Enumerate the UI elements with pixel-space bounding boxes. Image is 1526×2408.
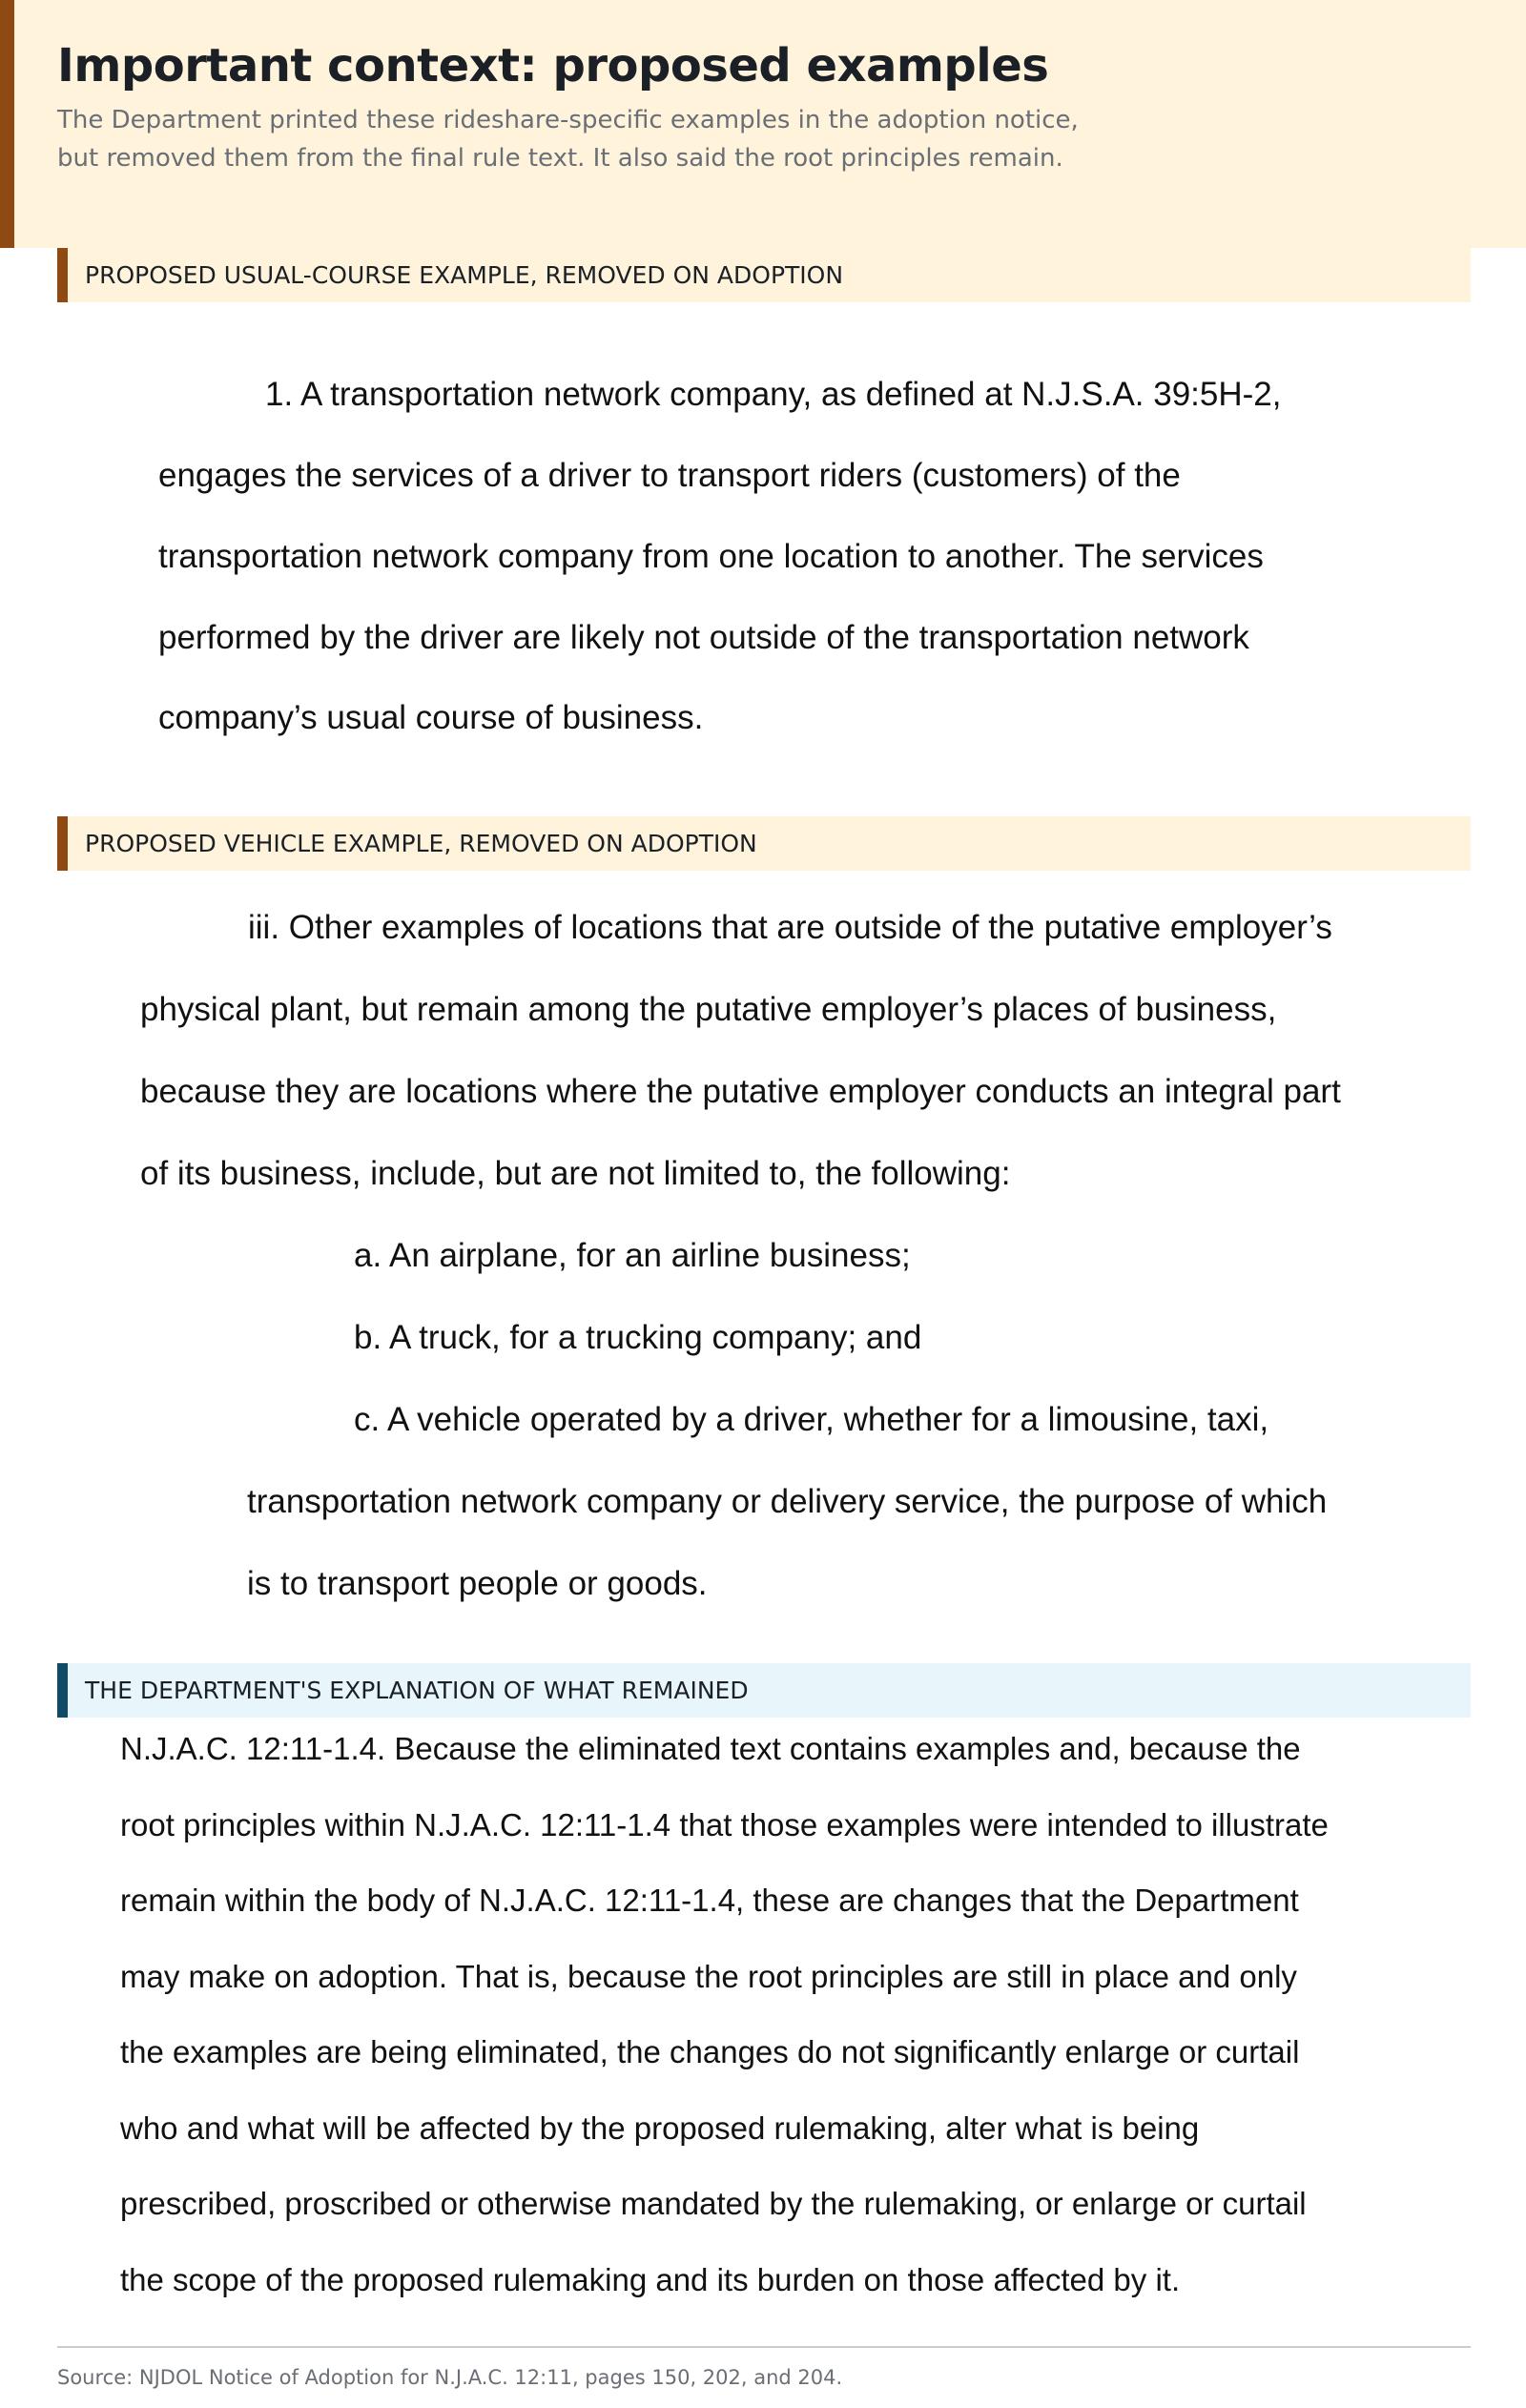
explanation-line: N.J.A.C. 12:11-1.4. Because the eliminated text contains examples and, because the — [120, 1731, 1301, 1766]
explanation-line: who and what will be affected by the proposed rulemaking, alter what is being — [120, 2110, 1200, 2146]
section-label-text: PROPOSED USUAL-COURSE EXAMPLE, REMOVED ON ADOPTION — [85, 261, 844, 289]
explanation-line: prescribed, proscribed or otherwise mandated by the rulemaking, or enlarge or curtail — [120, 2186, 1307, 2221]
section-label-text: THE DEPARTMENT'S EXPLANATION OF WHAT REMAINED — [85, 1677, 749, 1704]
explanation-line: may make on adoption. That is, because the root principles are still in place and only — [120, 1959, 1297, 1994]
page-header — [0, 0, 1526, 248]
footer-divider — [57, 2346, 1471, 2348]
excerpt-list-item: b. A truck, for a trucking company; and — [354, 1319, 922, 1356]
explanation-line: the examples are being eliminated, the changes do not significantly enlarge or curtail — [120, 2034, 1300, 2069]
section-label-usual-course — [57, 248, 1471, 302]
excerpt-line: iii. Other examples of locations that are outside of the putative employer’s — [248, 909, 1332, 946]
section-label-vehicle — [57, 816, 1471, 871]
excerpt-line: physical plant, but remain among the putative employer’s places of business, — [140, 991, 1277, 1028]
page-title: Important context: proposed examples — [57, 39, 1049, 93]
source-note: Source: NJDOL Notice of Adoption for N.J.A.C. 12:11, pages 150, 202, and 204. — [57, 2366, 843, 2389]
excerpt-line: company’s usual course of business. — [158, 699, 704, 736]
excerpt-list-item: a. An airplane, for an airline business; — [354, 1237, 911, 1274]
excerpt-line: transportation network company or delivery service, the purpose of which — [247, 1483, 1328, 1520]
excerpt-line: because they are locations where the putative employer conducts an integral part — [140, 1073, 1341, 1110]
explanation-line: root principles within N.J.A.C. 12:11-1.4 that those examples were intended to illustrate — [120, 1807, 1329, 1842]
section-label-explanation — [57, 1663, 1471, 1718]
excerpt-line: performed by the driver are likely not outside of the transportation network — [158, 619, 1249, 656]
excerpt-line: engages the services of a driver to transport riders (customers) of the — [158, 457, 1181, 494]
subtitle-line: The Department printed these rideshare-specific examples in the adoption notice, — [57, 106, 1079, 134]
header-accent-bar — [0, 0, 14, 248]
excerpt-line: of its business, include, but are not limited to, the following: — [140, 1155, 1011, 1192]
subtitle-line: but removed them from the final rule text. It also said the root principles remain. — [57, 144, 1063, 173]
explanation-line: remain within the body of N.J.A.C. 12:11-1.4, these are changes that the Department — [120, 1883, 1299, 1918]
explanation-line: the scope of the proposed rulemaking and its burden on those affected by it. — [120, 2262, 1181, 2297]
excerpt-line: transportation network company from one location to another. The services — [158, 538, 1264, 575]
excerpt-list-item: c. A vehicle operated by a driver, whether for a limousine, taxi, — [354, 1401, 1269, 1438]
excerpt-line: is to transport people or goods. — [247, 1565, 708, 1602]
excerpt-line: 1. A transportation network company, as defined at N.J.S.A. 39:5H-2, — [265, 376, 1282, 413]
page-subtitle — [57, 101, 1202, 177]
section-label-text: PROPOSED VEHICLE EXAMPLE, REMOVED ON ADOPTION — [85, 830, 757, 857]
